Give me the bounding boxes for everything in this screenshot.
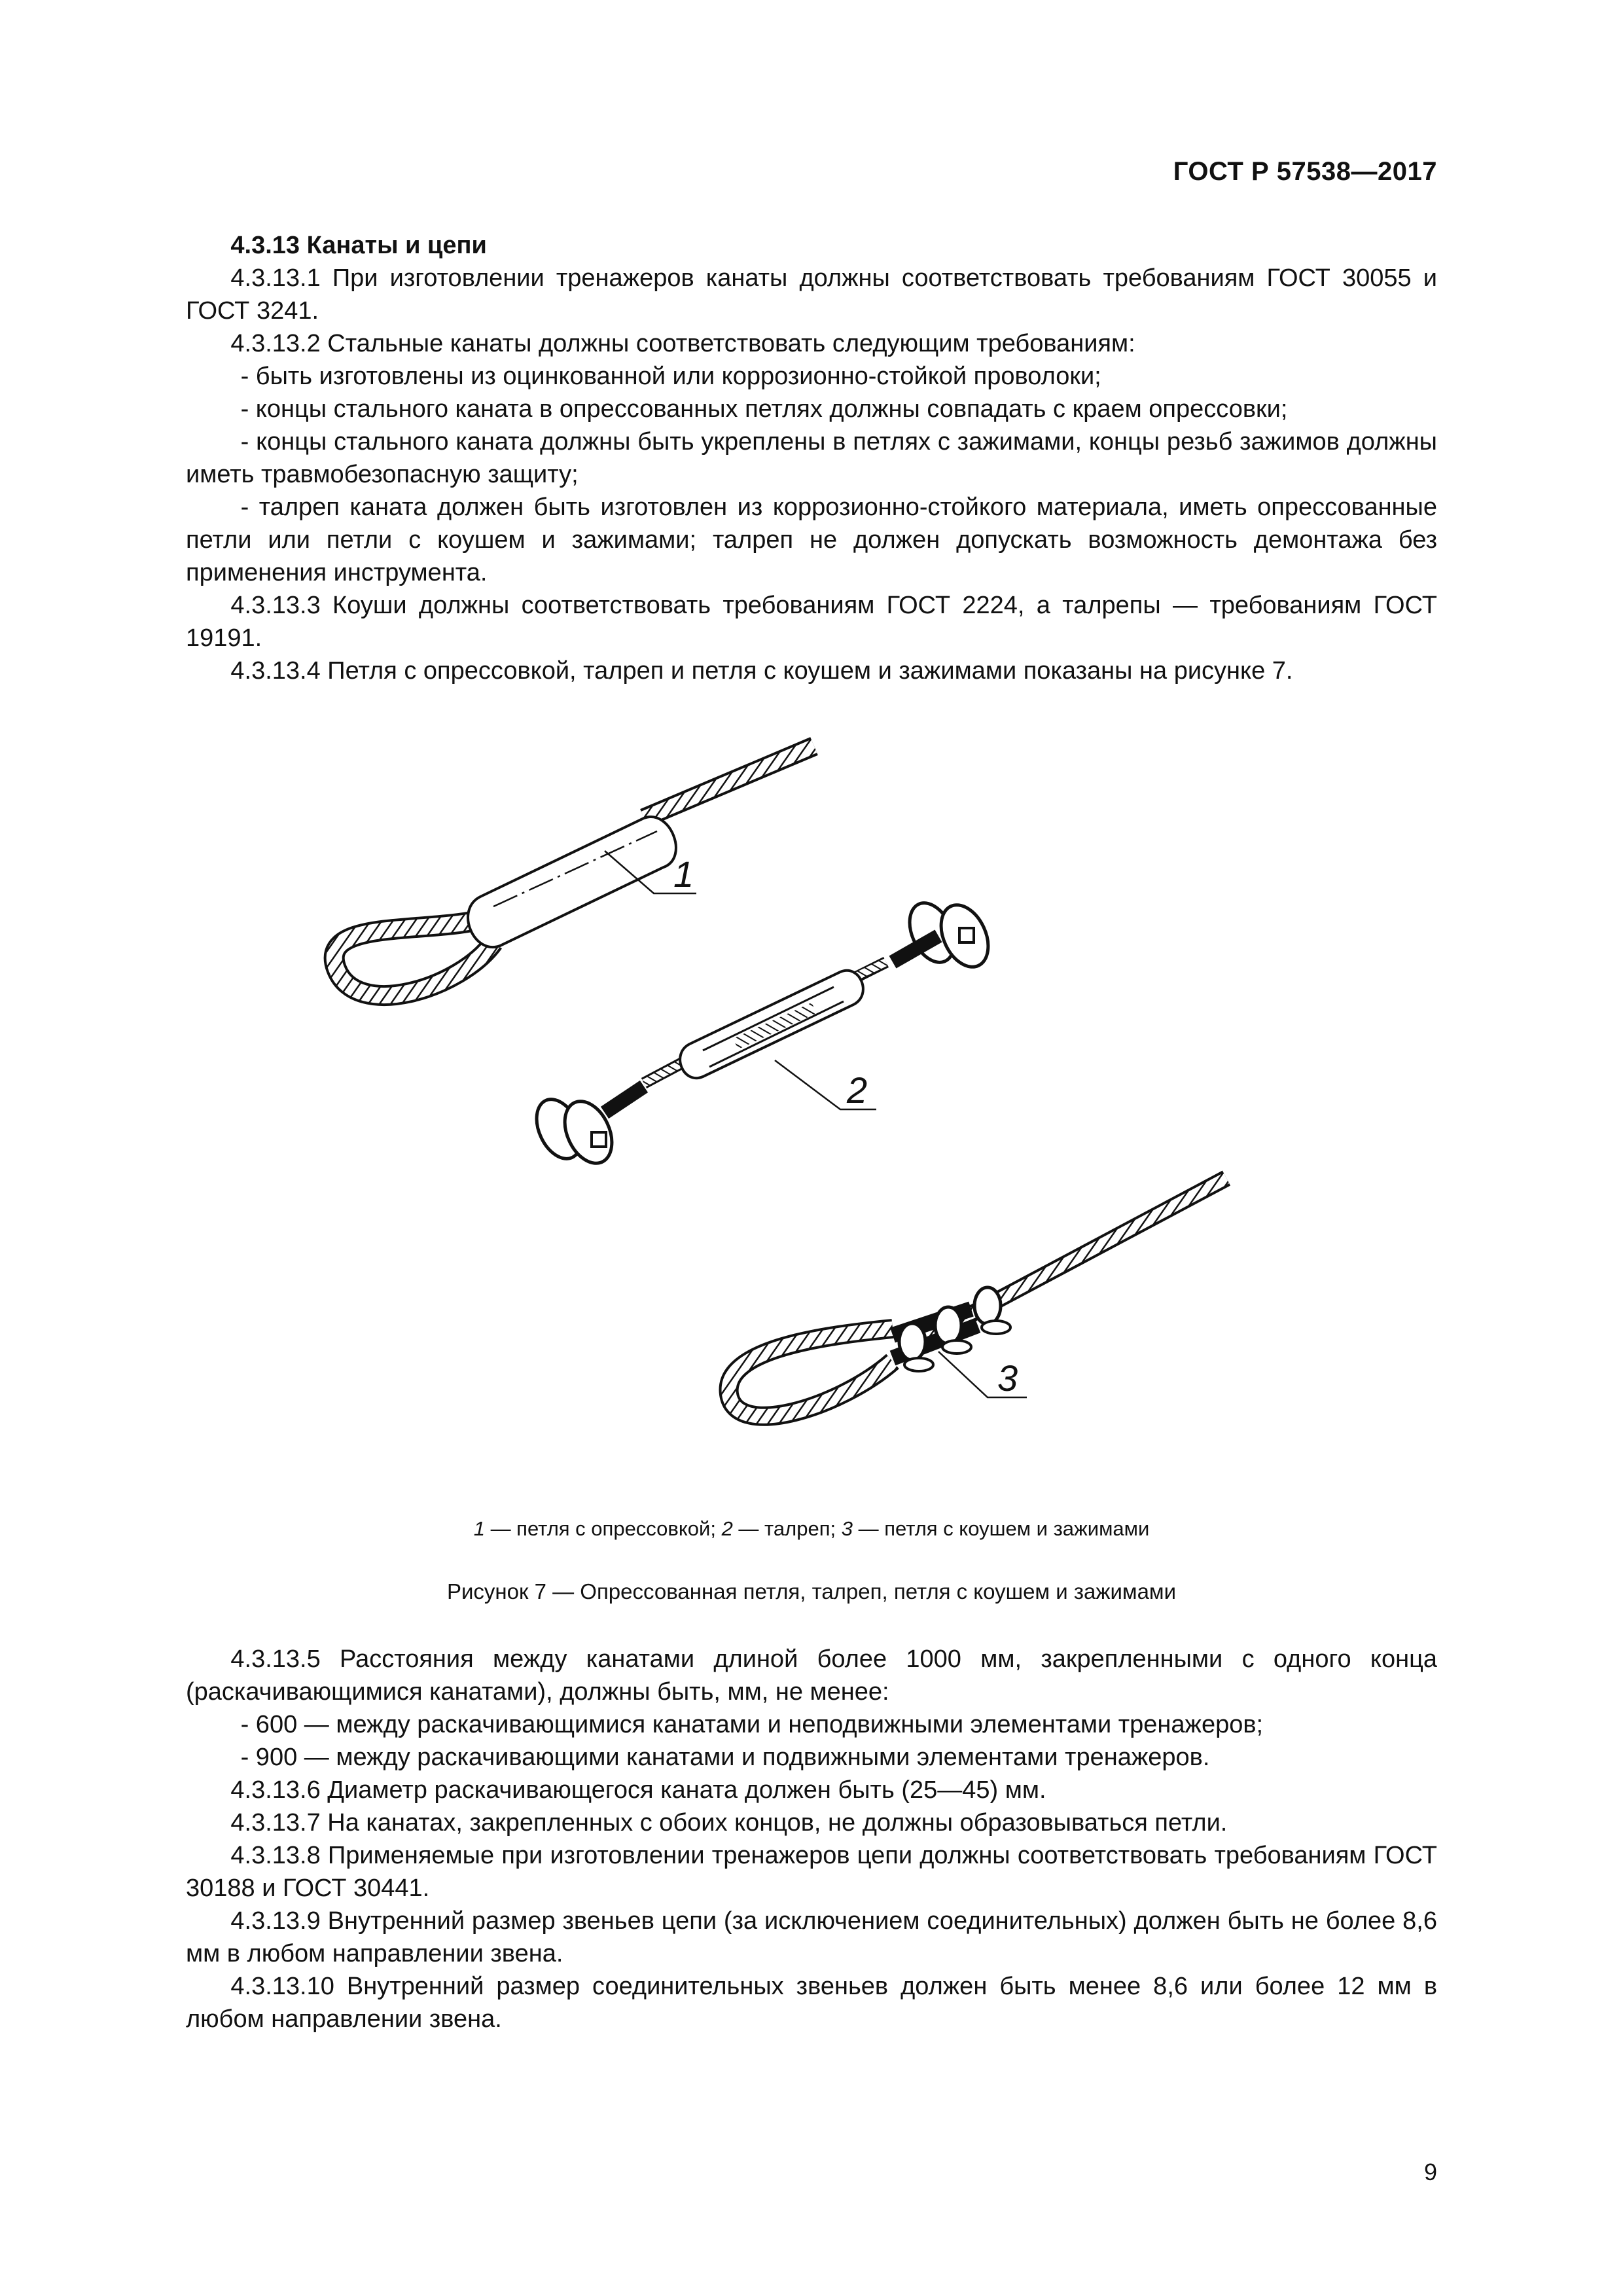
list-item: - талреп каната должен быть изготовлен из коррозионно-стойкого материала, иметь опрессованные петли или петли с коушем и зажимами; талреп не должен допускать возможность демонтажа без применения инструмента. bbox=[186, 493, 1437, 586]
turnbuckle-drawing bbox=[528, 896, 998, 1171]
section-heading: 4.3.13 Канаты и цепи bbox=[230, 232, 487, 259]
figure-caption: Рисунок 7 — Опрессованная петля, талреп, петля с коушем и зажимами bbox=[446, 1579, 1177, 1604]
legend-text: — петля с опрессовкой; bbox=[484, 1517, 722, 1540]
figure-7 bbox=[186, 720, 1437, 1473]
list-item: - быть изготовлены из оцинкованной или коррозионно-стойкой проволоки; bbox=[240, 363, 1101, 390]
legend-number: 3 bbox=[841, 1517, 853, 1540]
paragraph-4-3-13-10: 4.3.13.10 Внутренний размер соединительных звеньев должен быть менее 8,6 или более 12 мм в любом направлении звена. bbox=[186, 1973, 1437, 2033]
legend-number: 1 bbox=[473, 1517, 485, 1540]
list-item: - концы стального каната в опрессованных петлях должны совпадать с краем опрессовки; bbox=[240, 395, 1288, 423]
paragraph-4-3-13-8: 4.3.13.8 Применяемые при изготовлении тренажеров цепи должны соответствовать требованиям ГОСТ 30188 и ГОСТ 30441. bbox=[186, 1842, 1437, 1902]
list-item: - 900 — между раскачивающими канатами и подвижными элементами тренажеров. bbox=[240, 1744, 1210, 1771]
legend-text: — петля с коушем и зажимами bbox=[852, 1517, 1150, 1540]
document-id-header: ГОСТ Р 57538—2017 bbox=[1173, 157, 1437, 186]
figure-7-drawing bbox=[186, 720, 1437, 1473]
pressed-loop-drawing bbox=[334, 746, 814, 996]
figure-label-2: 2 bbox=[847, 1069, 868, 1111]
figure-label-3: 3 bbox=[997, 1357, 1018, 1399]
paragraph-4-3-13-1: 4.3.13.1 При изготовлении тренажеров канаты должны соответствовать требованиям ГОСТ 30055 и ГОСТ 3241. bbox=[186, 264, 1437, 325]
paragraph-4-3-13-2: 4.3.13.2 Стальные канаты должны соответствовать следующим требованиям: bbox=[230, 330, 1135, 357]
list-item: - концы стального каната должны быть укреплены в петлях с зажимами, концы резьб зажимов должны иметь травмобезопасную защиту; bbox=[186, 428, 1437, 488]
paragraph-4-3-13-9: 4.3.13.9 Внутренний размер звеньев цепи (за исключением соединительных) должен быть не более 8,6 мм в любом направлении звена. bbox=[186, 1907, 1437, 1967]
section-continued-text bbox=[186, 1643, 1437, 2036]
thimble-loop-drawing bbox=[729, 1178, 1226, 1416]
paragraph-4-3-13-5: 4.3.13.5 Расстояния между канатами длиной более 1000 мм, закрепленными с одного конца (раскачивающимися канатами), должны быть, мм, не менее: bbox=[186, 1645, 1437, 1706]
paragraph-4-3-13-4: 4.3.13.4 Петля с опрессовкой, талреп и петля с коушем и зажимами показаны на рисунке 7. bbox=[230, 657, 1293, 685]
page-number: 9 bbox=[1423, 2159, 1437, 2185]
figure-label-1: 1 bbox=[673, 853, 694, 895]
legend-text: — талреп; bbox=[732, 1517, 842, 1540]
figure-legend bbox=[186, 1517, 1437, 1541]
section-4-3-13-text bbox=[186, 229, 1437, 687]
paragraph-4-3-13-6: 4.3.13.6 Диаметр раскачивающегося каната должен быть (25—45) мм. bbox=[230, 1776, 1046, 1804]
paragraph-4-3-13-7: 4.3.13.7 На канатах, закрепленных с обоих концов, не должны образовываться петли. bbox=[230, 1809, 1228, 1837]
paragraph-4-3-13-3: 4.3.13.3 Коуши должны соответствовать требованиям ГОСТ 2224, а талрепы — требованиям ГОСТ 19191. bbox=[186, 592, 1437, 652]
legend-number: 2 bbox=[721, 1517, 733, 1540]
list-item: - 600 — между раскачивающимися канатами и неподвижными элементами тренажеров; bbox=[240, 1711, 1264, 1738]
